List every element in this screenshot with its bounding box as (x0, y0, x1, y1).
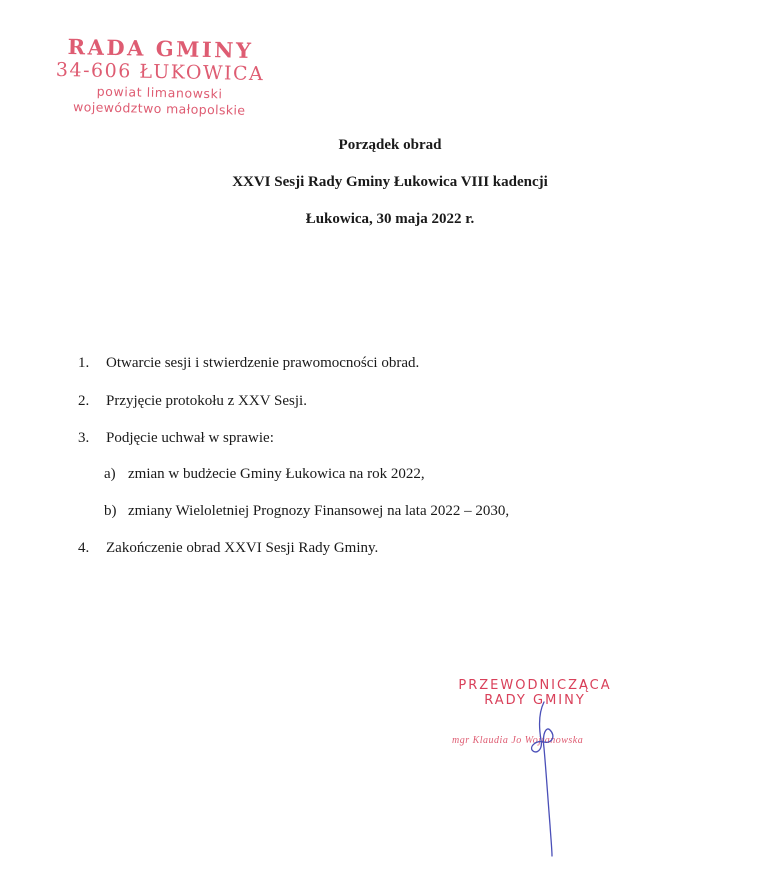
handwritten-signature (522, 700, 582, 860)
agenda-item-number: 1. (78, 355, 90, 371)
agenda-item-text: Przyjęcie protokołu z XXV Sesji. (106, 393, 307, 409)
document-heading: Porządek obrad (338, 137, 442, 153)
agenda-item-number: 2. (78, 393, 90, 409)
agenda-subitem-text: zmiany Wieloletniej Prognozy Finansowej na lata 2022 – 2030, (128, 503, 510, 519)
chairperson-name: mgr Klaudia Jo Wojtanowska (452, 735, 584, 746)
agenda-subitem-letter: b) (104, 503, 117, 519)
agenda-item-text: Otwarcie sesji i stwierdzenie prawomocności obrad. (106, 355, 420, 371)
agenda-item-text: Zakończenie obrad XXVI Sesji Rady Gminy. (106, 540, 379, 556)
stamp-county: powiat limanowski (96, 83, 223, 102)
agenda-item-number: 3. (78, 430, 90, 446)
agenda-subitem-text: zmian w budżecie Gminy Łukowica na rok 2022, (128, 466, 425, 482)
place-date: Łukowica, 30 maja 2022 r. (305, 211, 475, 227)
chairperson-title: PRZEWODNICZĄCA (458, 678, 612, 693)
agenda-item-number: 4. (78, 540, 90, 556)
council-header-stamp (39, 33, 281, 118)
agenda-subitem-letter: a) (104, 466, 116, 482)
stamp-voivodeship: województwo małopolskie (72, 99, 246, 118)
agenda-item-text: Podjęcie uchwał w sprawie: (106, 430, 274, 446)
stamp-council-name: RADA GMINY (67, 34, 254, 63)
stamp-postal-address: 34-606 ŁUKOWICA (55, 58, 265, 86)
session-title: XXVI Sesji Rady Gminy Łukowica VIII kadencji (232, 174, 548, 190)
chairperson-council: RADY GMINY (484, 693, 586, 708)
